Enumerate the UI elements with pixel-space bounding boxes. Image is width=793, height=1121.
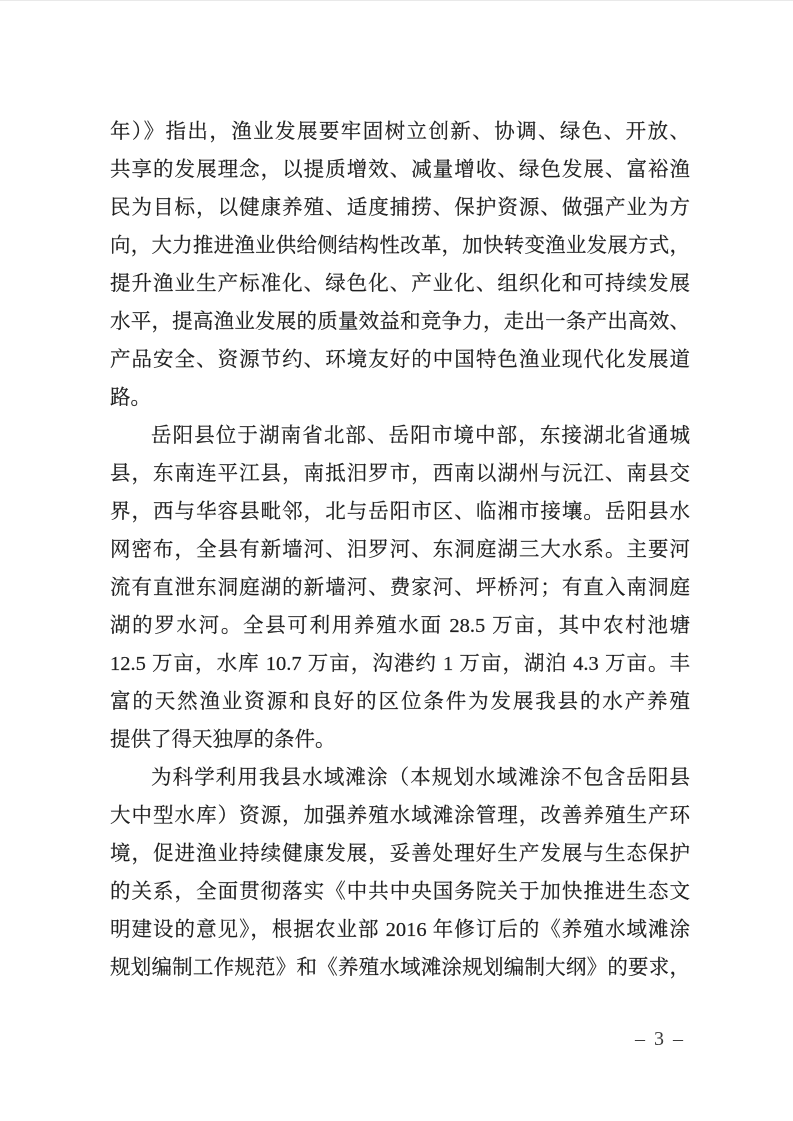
text-line: 提供了得天独厚的条件。: [110, 729, 336, 751]
text-line: 民为目标，以健康养殖、适度捕捞、保护资源、做强产业为方: [110, 197, 690, 219]
page-footer: [618, 1027, 702, 1051]
text-line: 境，促进渔业持续健康发展，妥善处理好生产发展与生态保护: [110, 843, 690, 865]
text-line: 规划编制工作规范》和《养殖水域滩涂规划编制大纲》的要求，: [110, 957, 690, 979]
text-line: 湖的罗水河。全县可利用养殖水面 28.5 万亩，其中农村池塘: [110, 615, 690, 637]
paragraph-3: [110, 759, 690, 987]
text-line: 共享的发展理念，以提质增效、减量增收、绿色发展、富裕渔: [110, 159, 690, 181]
text-line: 12.5 万亩，水库 10.7 万亩，沟港约 1 万亩，湖泊 4.3 万亩。丰: [110, 653, 690, 675]
text-line: 的关系，全面贯彻落实《中共中央国务院关于加快推进生态文: [110, 881, 690, 903]
text-line: 岳阳县位于湖南省北部、岳阳市境中部，东接湖北省通城: [151, 425, 690, 447]
text-line: 水平，提高渔业发展的质量效益和竞争力，走出一条产出高效、: [110, 311, 690, 333]
text-line: 流有直泄东洞庭湖的新墙河、费家河、坪桥河；有直入南洞庭: [110, 577, 690, 599]
page-number: – 3 –: [635, 1028, 685, 1050]
text-line: 网密布，全县有新墙河、汨罗河、东洞庭湖三大水系。主要河: [110, 539, 690, 561]
text-line: 向，大力推进渔业供给侧结构性改革，加快转变渔业发展方式，: [110, 235, 690, 257]
paragraph-1: [110, 113, 690, 417]
text-line: 为科学利用我县水域滩涂（本规划水域滩涂不包含岳阳县: [151, 767, 690, 789]
text-line: 县，东南连平江县，南抵汨罗市，西南以湖州与沅江、南县交: [110, 463, 690, 485]
text-line: 年）》指出，渔业发展要牢固树立创新、协调、绿色、开放、: [110, 121, 690, 143]
text-line: 界，西与华容县毗邻，北与岳阳市区、临湘市接壤。岳阳县水: [110, 501, 690, 523]
text-line: 产品安全、资源节约、环境友好的中国特色渔业现代化发展道: [110, 349, 690, 371]
text-line: 富的天然渔业资源和良好的区位条件为发展我县的水产养殖: [110, 691, 690, 713]
text-line: 明建设的意见》，根据农业部 2016 年修订后的《养殖水域滩涂: [110, 919, 690, 941]
paragraph-2: [110, 417, 690, 759]
document-body: [110, 113, 690, 987]
text-line: 大中型水库）资源，加强养殖水域滩涂管理，改善养殖生产环: [110, 805, 690, 827]
text-line: 提升渔业生产标准化、绿色化、产业化、组织化和可持续发展: [110, 273, 690, 295]
text-line: 路。: [110, 387, 151, 409]
